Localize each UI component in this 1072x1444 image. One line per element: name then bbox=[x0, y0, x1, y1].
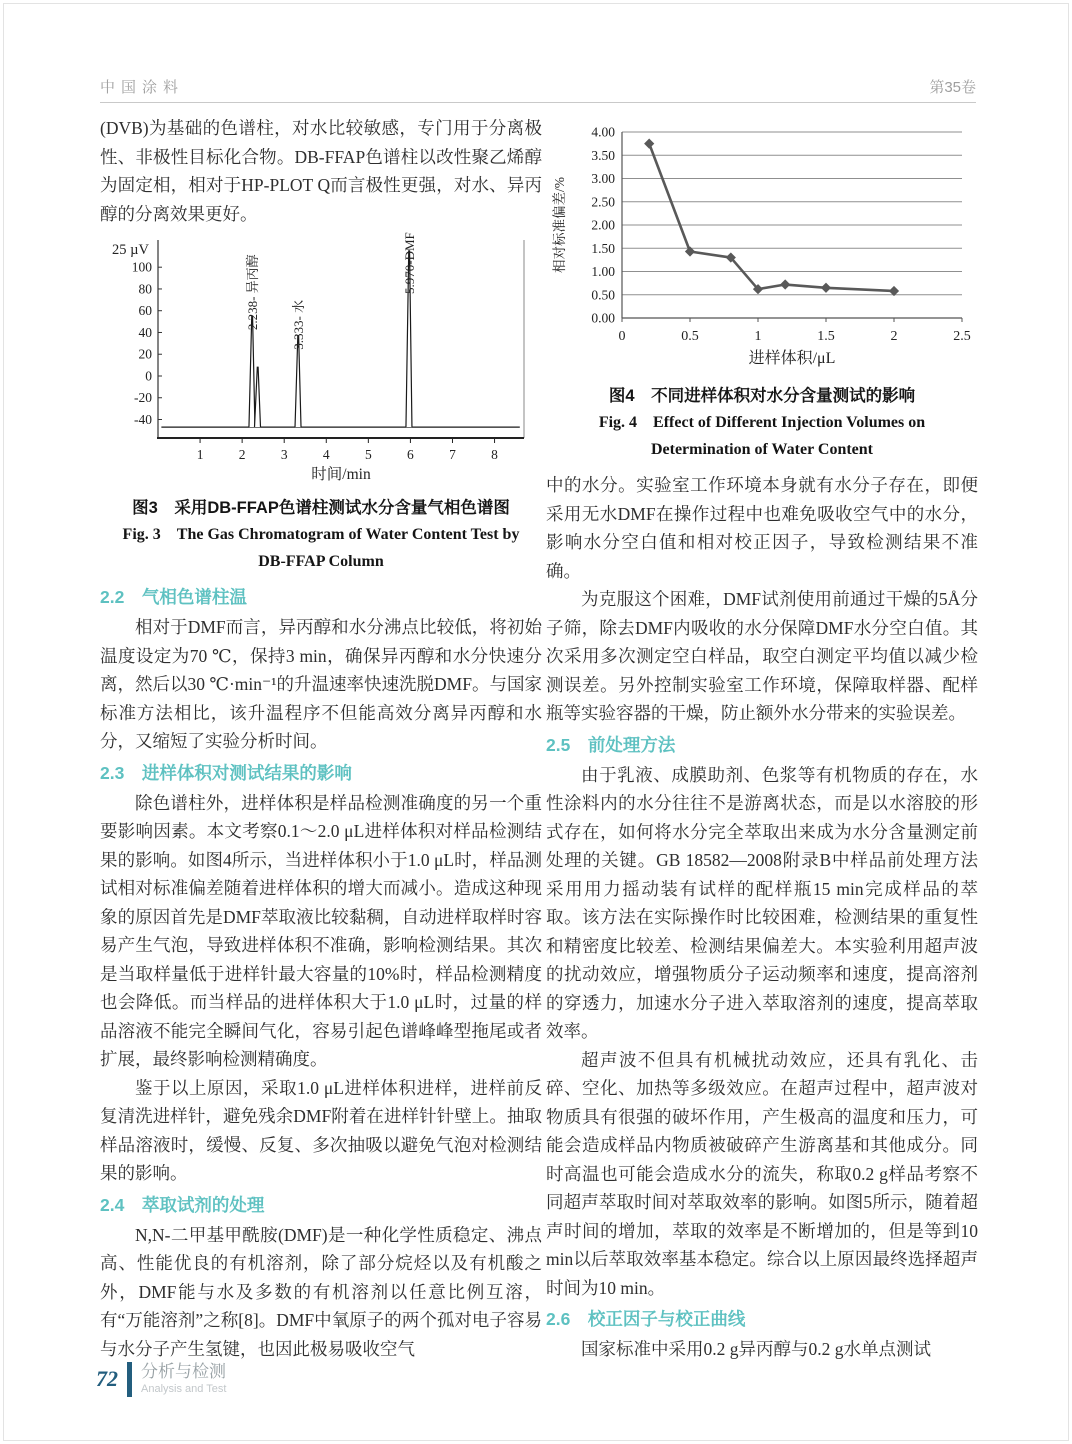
left-column bbox=[100, 114, 542, 1363]
fig3-caption-en-line1: Fig. 3 The Gas Chromatogram of Water Content Test by bbox=[122, 526, 520, 543]
svg-text:-40: -40 bbox=[134, 412, 152, 428]
svg-text:5.970-DMF: 5.970-DMF bbox=[402, 232, 418, 294]
fig4-caption-en-line1: Fig. 4 Effect of Different Injection Volumes on bbox=[598, 414, 926, 431]
svg-text:0: 0 bbox=[618, 329, 626, 344]
page-header bbox=[100, 76, 976, 97]
section-2-3-paragraph-1: 除色谱柱外，进样体积是样品检测准确度的另一个重要影响因素。本文考察0.1～2.0 μL进样体积对样品检测结果的影响。如图4所示，当进样体积小于1.0 μL时，样品测试相对标准偏差随着进样体积的增大而减小。造成这种现象的原因首先是DMF萃取液比较黏稠，自动进样取样时容易产生气泡，导致进样体积不准确，影响检测结果。其次是当取样量低于进样针最大容量的10%时，样品检测精度也会降低。而当样品的进样体积大于1.0 μL时，过量的样品溶液不能完全瞬间气化，容易引起色谱峰峰型拖尾或者扩展，最终影响检测精确度。 bbox=[100, 792, 542, 1069]
header-rule bbox=[100, 102, 976, 103]
svg-text:6: 6 bbox=[407, 447, 414, 462]
svg-text:2.50: 2.50 bbox=[591, 194, 615, 210]
footer-accent-bar bbox=[127, 1362, 132, 1397]
svg-text:0.50: 0.50 bbox=[591, 287, 615, 303]
svg-text:2.238- 异丙醇: 2.238- 异丙醇 bbox=[245, 254, 261, 331]
section-heading-2-5: 2.5 前处理方法 bbox=[546, 734, 676, 755]
svg-text:时间/min: 时间/min bbox=[311, 466, 371, 482]
fig4-caption-cn: 图4 不同进样体积对水分含量测试的影响 bbox=[608, 387, 916, 405]
svg-text:20: 20 bbox=[138, 346, 152, 362]
section-2-4-paragraph: N,N-二甲基甲酰胺(DMF)是一种化学性质稳定、沸点高、性能优良的有机溶剂，除了部分烷烃以及有机酸之外，DMF能与水及多数的有机溶剂以任意比例互溶，有“万能溶剂”之称[8]。DMF中氧原子的两个孤对电子容易与水分子产生氢键，也因此极易吸收空气 bbox=[100, 1224, 542, 1359]
section-2-3-paragraph-2: 鉴于以上原因，采取1.0 μL进样体积进样，进样前反复清洗进样针，避免残余DMF附着在进样针针壁上。抽取样品溶液时，缓慢、反复、多次抽吸以避免气泡对检测结果的影响。 bbox=[100, 1077, 542, 1183]
svg-text:25 µV: 25 µV bbox=[112, 242, 149, 258]
svg-text:3.333- 水: 3.333- 水 bbox=[291, 299, 307, 350]
section-heading-2-6: 2.6 校正因子与校正曲线 bbox=[546, 1309, 746, 1329]
footer-section-en: Analysis and Test bbox=[141, 1383, 227, 1395]
fig3-chromatogram-svg bbox=[100, 232, 538, 482]
svg-text:80: 80 bbox=[138, 281, 152, 297]
svg-text:1.5: 1.5 bbox=[817, 329, 835, 344]
journal-name: 中国涂料 bbox=[100, 79, 185, 96]
svg-text:60: 60 bbox=[138, 303, 152, 319]
svg-text:2.5: 2.5 bbox=[953, 329, 971, 344]
svg-text:4.00: 4.00 bbox=[591, 124, 615, 140]
svg-text:相对标准偏差/%: 相对标准偏差/% bbox=[552, 177, 567, 273]
fig4-caption-en-line2: Determination of Water Content bbox=[650, 441, 874, 458]
svg-text:1.50: 1.50 bbox=[591, 240, 615, 256]
paragraph-continuation: 中的水分。实验室工作环境本身就有水分子存在，即便采用无水DMF在操作过程中也难免吸收空气中的水分，影响水分空白值和相对校正因子，导致检测结果不准确。 bbox=[546, 475, 978, 581]
svg-text:1: 1 bbox=[196, 447, 204, 462]
volume-label: 第35卷 bbox=[929, 79, 976, 96]
section-2-5-paragraph-2: 超声波不但具有机械扰动效应，还具有乳化、击碎、空化、加热等多级效应。在超声过程中，超声波对物质具有很强的破坏作用，产生极高的温度和压力，可能会造成样品内物质被破碎产生游离基和其他成分。同时高温也可能会造成水分的流失，称取0.2 g样品考察不同超声萃取时间对萃取效率的影响。如图5所示，随着超声时间的增加，萃取的效率是不断增加的，但是等到10 min以后萃取效率基本稳定。综合以上原因最终选择超声时间为10 min。 bbox=[546, 1049, 978, 1298]
fig4-line-chart-svg bbox=[546, 118, 978, 370]
svg-text:3.00: 3.00 bbox=[591, 171, 615, 186]
svg-text:2: 2 bbox=[890, 329, 898, 344]
fig3-caption-en-line2: DB-FFAP Column bbox=[258, 553, 384, 570]
svg-text:2: 2 bbox=[238, 447, 246, 462]
svg-text:100: 100 bbox=[131, 259, 152, 275]
figure-4 bbox=[546, 118, 978, 463]
svg-text:2.00: 2.00 bbox=[591, 217, 615, 233]
section-heading-2-3: 2.3 进样体积对测试结果的影响 bbox=[100, 762, 352, 783]
page-footer bbox=[96, 1362, 226, 1397]
paragraph-intro-continuation: (DVB)为基础的色谱柱，对水比较敏感，专门用于分离极性、非极性目标化合物。DB-FFAP色谱柱以改性聚乙烯醇为固定相，相对于HP-PLOT Q而言极性更强，对水、异丙醇的分离效果更好。 bbox=[100, 118, 542, 224]
paragraph-drying: 为克服这个困难，DMF试剂使用前通过干燥的5Å分子筛，除去DMF内吸收的水分保障DMF水分空白值。其次采用多次测定空白样品，取空白测定平均值以减少检测误差。另外控制实验室工作环境，保障取样器、配样瓶等实验容器的干燥，防止额外水分带来的实验误差。 bbox=[546, 589, 978, 723]
fig3-caption-cn: 图3 采用DB-FFAP色谱柱测试水分含量气相色谱图 bbox=[132, 499, 510, 517]
figure-3 bbox=[100, 232, 542, 575]
footer-section-cn: 分析与检测 bbox=[141, 1362, 226, 1381]
section-heading-2-2: 2.2 气相色谱柱温 bbox=[100, 587, 247, 607]
section-2-5-paragraph-1: 由于乳液、成膜助剂、色浆等有机物质的存在，水性涂料内的水分往往不是游离状态，而是以水溶胶的形式存在，如何将水分完全萃取出来成为水分含量测定前处理的关键。GB 18582—2008附录B中样品前处理方法采用用力摇动装有试样的配样瓶15 min完成样品的萃取。该方法在实际操作时比较困难，检测结果的重复性和精密度比较差、检测结果偏差大。本实验利用超声波的扰动效应，增强物质分子运动频率和速度，提高溶剂的穿透力，加速水分子进入萃取溶剂的速度，提高萃取效率。 bbox=[546, 764, 978, 1041]
svg-text:1.00: 1.00 bbox=[591, 264, 615, 279]
svg-text:1: 1 bbox=[754, 329, 762, 344]
svg-text:7: 7 bbox=[449, 447, 456, 462]
svg-text:3: 3 bbox=[280, 447, 288, 462]
right-column bbox=[546, 114, 978, 1364]
section-2-2-paragraph: 相对于DMF而言，异丙醇和水分沸点比较低，将初始温度设定为70 ℃，保持3 min，确保异丙醇和水分快速分离，然后以30 ℃·min⁻¹的升温速率快速洗脱DMF。与国家标准方法相比，该升温程序不但能高效分离异丙醇和水分，又缩短了实验分析时间。 bbox=[100, 617, 542, 751]
svg-text:-20: -20 bbox=[134, 390, 152, 406]
svg-text:4: 4 bbox=[322, 447, 330, 462]
svg-text:8: 8 bbox=[491, 447, 498, 462]
svg-text:0: 0 bbox=[145, 368, 152, 384]
page-number: 72 bbox=[96, 1366, 118, 1391]
section-2-6-paragraph: 国家标准中采用0.2 g异丙醇与0.2 g水单点测试 bbox=[581, 1339, 931, 1359]
svg-text:5: 5 bbox=[364, 447, 372, 462]
svg-text:0.5: 0.5 bbox=[681, 329, 699, 344]
svg-text:进样体积/μL: 进样体积/μL bbox=[748, 350, 836, 367]
section-heading-2-4: 2.4 萃取试剂的处理 bbox=[100, 1194, 265, 1215]
svg-text:3.50: 3.50 bbox=[591, 147, 615, 163]
svg-text:0.00: 0.00 bbox=[591, 310, 615, 326]
svg-text:40: 40 bbox=[138, 324, 152, 340]
